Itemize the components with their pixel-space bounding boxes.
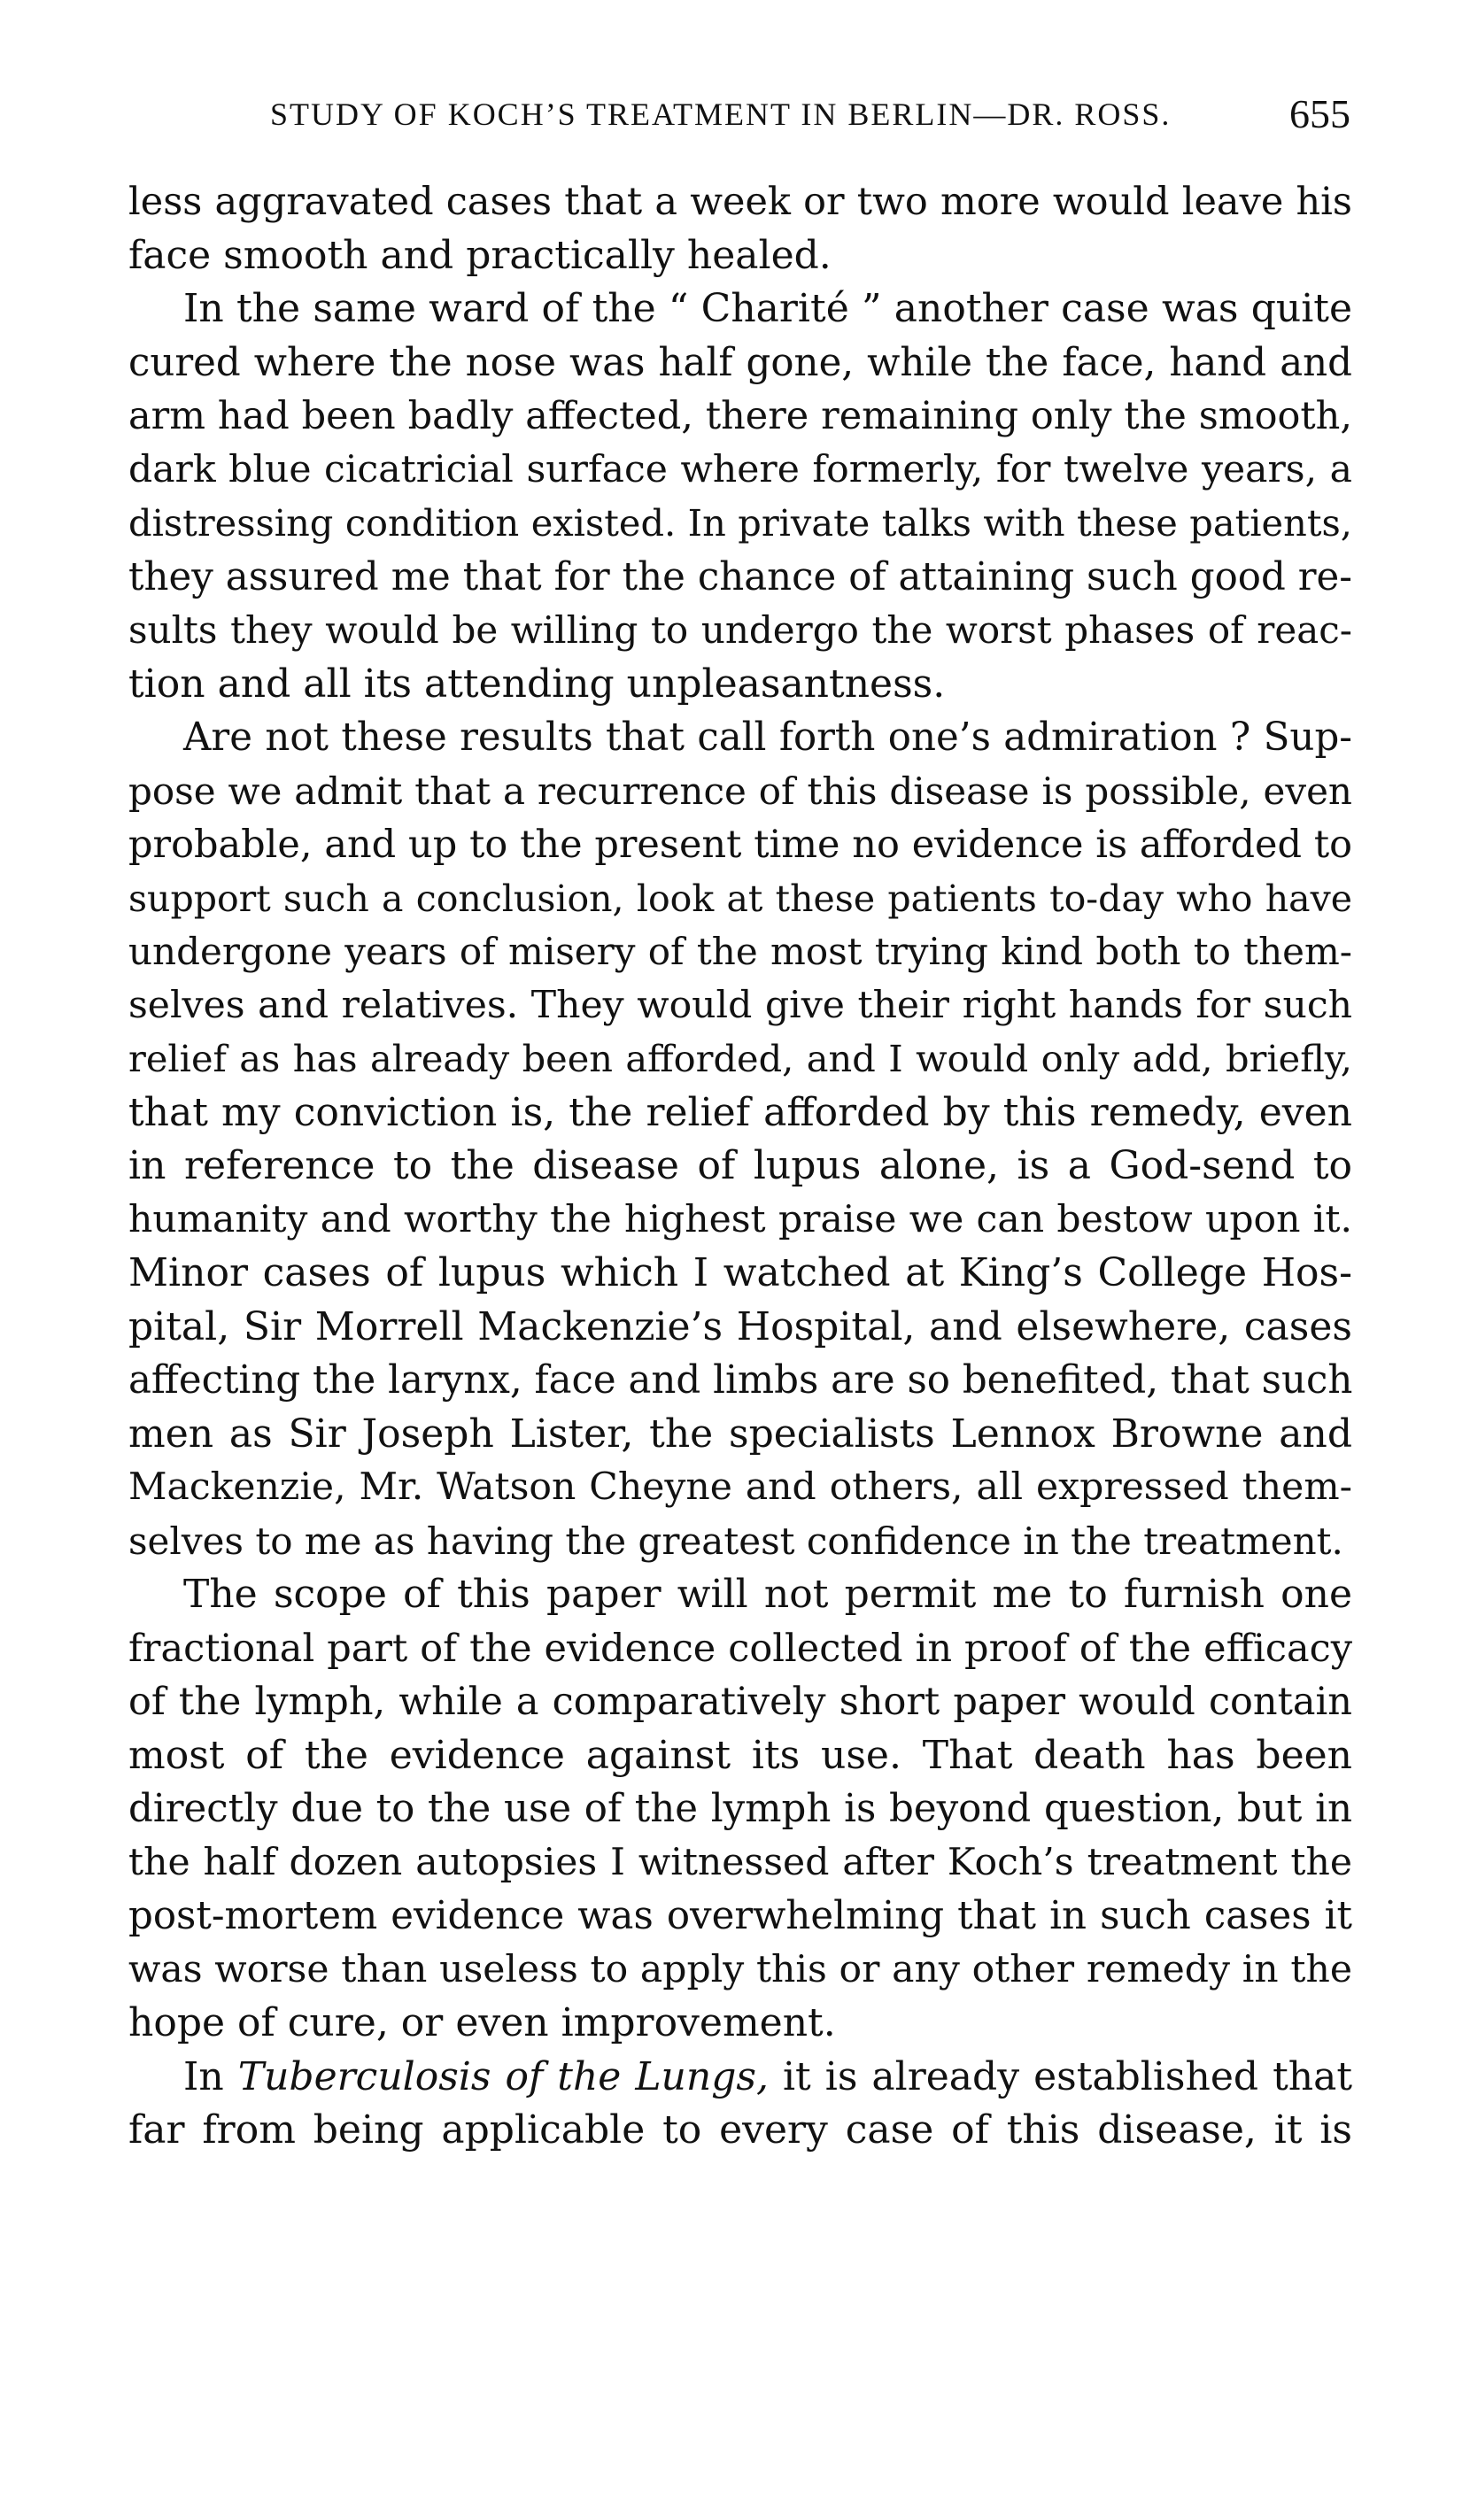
text-line: in reference to the disease of lupus alone, is a God-send to	[128, 1143, 1352, 1188]
text-line: cured where the nose was half gone, while the face, hand and	[128, 340, 1352, 385]
text-line: of the lymph, while a comparatively short paper would contain	[128, 1680, 1352, 1724]
text-line: support such a conclusion, look at these patients to-day who have	[128, 877, 1352, 920]
running-title: STUDY OF KOCH’S TREATMENT IN BERLIN—DR. ROSS.	[270, 97, 1172, 132]
text-line: directly due to the use of the lymph is beyond question, but in	[128, 1787, 1352, 1831]
text-line: was worse than useless to apply this or any other remedy in the	[128, 1947, 1352, 1991]
text-line: probable, and up to the present time no evidence is afforded to	[128, 823, 1352, 867]
page-number: 655	[1289, 91, 1350, 136]
text-line: relief as has already been afforded, and I would only add, briefly,	[128, 1037, 1352, 1080]
italic-title: Tuberculosis of the Lungs,	[237, 2053, 769, 2099]
text-line: Mackenzie, Mr. Watson Cheyne and others, all expressed them-	[128, 1465, 1352, 1509]
text-line: post-mortem evidence was overwhelming that in such cases it	[128, 1894, 1352, 1938]
text-line: In the same ward of the “ Charité ” another case was quite	[183, 286, 1352, 331]
text-line: Are not these results that call forth one’s admiration ? Sup-	[183, 715, 1352, 760]
text-line: less aggravated cases that a week or two more would leave his	[128, 180, 1352, 224]
text-line: dark blue cicatricial surface where formerly, for twelve years, a	[128, 447, 1352, 491]
text-run: In	[183, 2053, 238, 2099]
text-line: tion and all its attending unpleasantness.	[128, 661, 946, 707]
text-line: men as Sir Joseph Lister, the specialists Lennox Browne and	[128, 1411, 1352, 1457]
text-line: most of the evidence against its use. That death has been	[128, 1732, 1352, 1778]
text-line: selves and relatives. They would give their right hands for such	[128, 983, 1352, 1027]
text-line: fractional part of the evidence collected in proof of the efficacy	[128, 1626, 1352, 1671]
running-head	[128, 91, 1350, 149]
text-line: The scope of this paper will not permit me to furnish one	[183, 1572, 1352, 1617]
text-line: they assured me that for the chance of attaining such good re-	[128, 554, 1352, 599]
text-line: pital, Sir Morrell Mackenzie’s Hospital, and elsewhere, cases	[128, 1303, 1352, 1349]
text-line: undergone years of misery of the most trying kind both to them-	[128, 930, 1352, 973]
text-line: Minor cases of lupus which I watched at King’s College Hos-	[128, 1250, 1352, 1295]
body-text	[128, 175, 1352, 2158]
text-line	[128, 2051, 1352, 2105]
text-line: hope of cure, or even improvement.	[128, 2000, 836, 2045]
text-line: pose we admit that a recurrence of this disease is possible, even	[128, 769, 1352, 813]
text-line: face smooth and practically healed.	[128, 232, 832, 278]
text-line: distressing condition existed. In private talks with these patients,	[128, 501, 1352, 545]
text-line: that my conviction is, the relief afforded by this remedy, even	[128, 1089, 1352, 1135]
text-line: selves to me as having the greatest confidence in the treatment.	[128, 1519, 1343, 1563]
text-line: far from being applicable to every case of this disease, it is	[128, 2107, 1352, 2153]
text-line: sults they would be willing to undergo the worst phases of reac-	[128, 608, 1352, 652]
text-line: the half dozen autopsies I witnessed after Koch’s treatment the	[128, 1840, 1352, 1884]
text-run: it is already established that	[768, 2053, 1352, 2099]
text-line: humanity and worthy the highest praise we can bestow upon it.	[128, 1197, 1352, 1241]
text-line: affecting the larynx, face and limbs are so benefited, that such	[128, 1358, 1352, 1403]
text-line: arm had been badly affected, there remaining only the smooth,	[128, 394, 1352, 438]
